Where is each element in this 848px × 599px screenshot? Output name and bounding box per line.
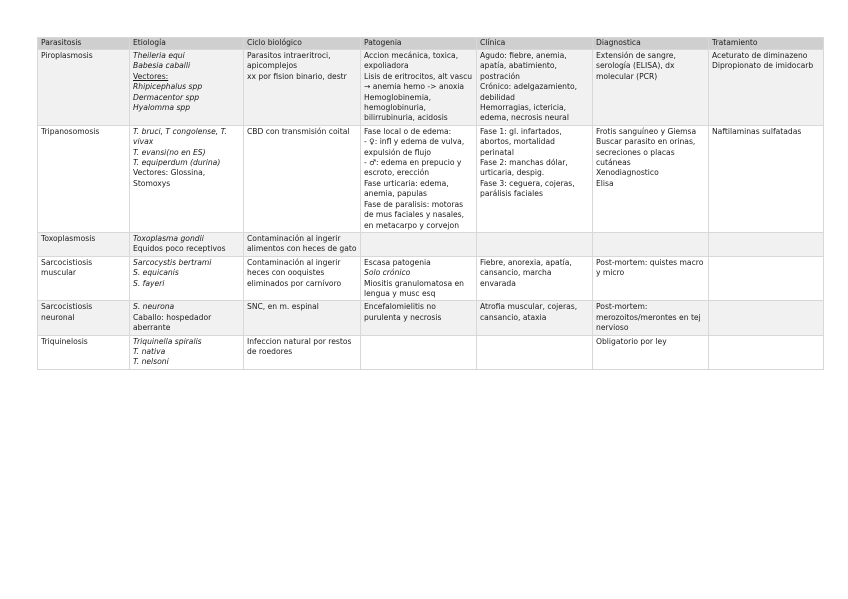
cell-line: Obligatorio por ley: [596, 336, 667, 346]
cell-line: Fase local o de edema:: [364, 126, 452, 136]
cell-line: Babesia caballi: [133, 61, 191, 71]
cell-ciclo: [244, 232, 361, 256]
cell-line: Fase urticaria: edema, anemia, papulas: [364, 178, 452, 199]
cell-etiologia: [130, 301, 244, 335]
cell-line: Rhipicephalus spp: [133, 82, 203, 92]
cell-line: xx por fision binario, destr: [247, 71, 347, 81]
cell-etiologia: [130, 125, 244, 232]
cell-line: Caballo: hospedador aberrante: [133, 312, 214, 333]
table-row: [38, 256, 824, 301]
cell-line: S. equicanis: [133, 268, 179, 278]
cell-line: Fiebre, anorexia, apatía, cansancio, marcha envarada: [480, 257, 575, 288]
cell-ciclo: [244, 256, 361, 301]
cell-line: Triquinelosis: [41, 336, 88, 346]
cell-ciclo: [244, 50, 361, 126]
cell-parasitosis: [38, 232, 130, 256]
cell-line: Lisis de eritrocitos, alt vascu → anemia hemo -> anoxia: [364, 71, 475, 92]
cell-line: Dermacentor spp: [133, 92, 200, 102]
cell-tratamiento: [709, 50, 824, 126]
cell-tratamiento: [709, 232, 824, 256]
header-clinica: Clínica: [477, 38, 593, 50]
table-row: [38, 50, 824, 126]
cell-patogenia: [361, 232, 477, 256]
cell-line: S. fayeri: [133, 278, 165, 288]
cell-line: Infeccion natural por restos de roedores: [247, 336, 354, 356]
cell-line: Fase 1: gl. infartados, abortos, mortalidad perinatal: [480, 126, 565, 157]
cell-patogenia: [361, 335, 477, 369]
cell-clinica: [477, 232, 593, 256]
cell-tratamiento: [709, 125, 824, 232]
header-row: [38, 38, 824, 50]
cell-line: Escasa patogenia: [364, 257, 431, 267]
parasitosis-table: [37, 37, 824, 370]
header-etiologia: Etiología: [130, 38, 244, 50]
cell-diagnostica: [593, 232, 709, 256]
cell-parasitosis: [38, 50, 130, 126]
cell-line: SNC, en m. espinal: [247, 302, 319, 312]
cell-tratamiento: [709, 256, 824, 301]
cell-line: Piroplasmosis: [41, 51, 93, 60]
header-ciclo: Ciclo biológico: [244, 38, 361, 50]
cell-tratamiento: [709, 301, 824, 335]
cell-line: Extensión de sangre, serología (ELISA), dx molecular (PCR): [596, 51, 679, 81]
cell-diagnostica: [593, 50, 709, 126]
cell-line: Crónico: adelgazamiento, debilidad: [480, 82, 580, 102]
cell-line: Fase de paralisis: motoras de mus faciales y nasales, en metacarpo y corvejon: [364, 199, 467, 230]
cell-line: Sarcocistiosis neuronal: [41, 302, 95, 322]
cell-diagnostica: [593, 256, 709, 301]
header-parasitosis: Parasitosis: [38, 38, 130, 50]
cell-line: Sarcocistiosis muscular: [41, 257, 95, 278]
cell-line: Dipropionato de imidocarb: [712, 61, 814, 71]
cell-patogenia: [361, 301, 477, 335]
cell-etiologia: [130, 256, 244, 301]
cell-line: Theileria equi: [133, 51, 185, 60]
cell-line: Frotis sanguíneo y Giemsa: [596, 126, 697, 136]
cell-line: T. nativa: [133, 346, 166, 356]
cell-diagnostica: [593, 301, 709, 335]
cell-parasitosis: [38, 335, 130, 369]
cell-line: Toxoplasma gondii: [133, 233, 204, 243]
cell-line: Contaminación al ingerir heces con ooquistes eliminados por carnívoro: [247, 257, 343, 288]
cell-line: T. bruci, T congolense, T. vivax: [133, 126, 230, 147]
cell-tratamiento: [709, 335, 824, 369]
cell-clinica: [477, 335, 593, 369]
cell-etiologia: [130, 232, 244, 256]
cell-line: Fase 2: manchas dólar, urticaria, despig.: [480, 158, 571, 178]
cell-line: Aceturato de diminazeno: [712, 51, 808, 60]
cell-ciclo: [244, 125, 361, 232]
table-row: [38, 232, 824, 256]
cell-line: Hemorragias, ictericia, edema, necrosis neural: [480, 103, 569, 123]
cell-line: Xenodiagnostico: [596, 168, 659, 178]
cell-patogenia: [361, 256, 477, 301]
table-row: [38, 125, 824, 232]
table-row: [38, 301, 824, 335]
cell-line: Triquinella spiralis: [133, 336, 202, 346]
cell-line: Agudo: fiebre, anemia, apatía, abatimiento, postración: [480, 51, 570, 81]
header-diagnostica: Diagnostica: [593, 38, 709, 50]
cell-line: T. evansi(no en ES): [133, 147, 206, 157]
cell-line: Miositis granulomatosa en lengua y musc esq: [364, 278, 467, 298]
cell-etiologia: [130, 50, 244, 126]
cell-line: Buscar parasito en orinas, secreciones o placas cutáneas: [596, 137, 698, 168]
cell-line: Sarcocystis bertrami: [133, 257, 212, 267]
cell-patogenia: [361, 50, 477, 126]
cell-line: Fase 3: ceguera, cojeras, parálisis faciales: [480, 178, 578, 199]
cell-diagnostica: [593, 125, 709, 232]
cell-etiologia: [130, 335, 244, 369]
cell-ciclo: [244, 335, 361, 369]
cell-line: Hemoglobinemia, hemoglobinuria, bilirrubinuria, acidosis: [364, 92, 448, 123]
cell-clinica: [477, 125, 593, 232]
cell-line: Solo crónico: [364, 268, 411, 278]
cell-line: S. neurona: [133, 302, 175, 312]
cell-clinica: [477, 50, 593, 126]
cell-line: T. nelsoni: [133, 357, 169, 367]
table-body: [38, 50, 824, 370]
cell-clinica: [477, 256, 593, 301]
cell-line: Parasitos intraeritroci, apicomplejos: [247, 51, 334, 71]
cell-diagnostica: [593, 335, 709, 369]
cell-line: - ♀: infl y edema de vulva, expulsión de flujo: [364, 137, 467, 157]
cell-line: Contaminación al ingerir alimentos con heces de gato: [247, 233, 357, 254]
cell-line: Equidos poco receptivos: [133, 244, 226, 254]
cell-parasitosis: [38, 301, 130, 335]
cell-line: Toxoplasmosis: [41, 233, 96, 243]
cell-line: Tripanosomosis: [41, 126, 100, 136]
cell-line: Post-mortem: quistes macro y micro: [596, 257, 706, 278]
cell-line: Naftilaminas sulfatadas: [712, 126, 802, 136]
cell-line: Atrofia muscular, cojeras, cansancio, ataxia: [480, 302, 580, 322]
cell-line: Accion mecánica, toxica, expoliadora: [364, 51, 461, 71]
cell-ciclo: [244, 301, 361, 335]
cell-line: T. equiperdum (durina): [133, 158, 221, 168]
cell-patogenia: [361, 125, 477, 232]
table-row: [38, 335, 824, 369]
cell-parasitosis: [38, 125, 130, 232]
cell-parasitosis: [38, 256, 130, 301]
cell-line: Post-mortem: merozoitos/merontes en tej nervioso: [596, 302, 704, 333]
cell-line: Encefalomielitis no purulenta y necrosis: [364, 302, 442, 322]
cell-clinica: [477, 301, 593, 335]
cell-line: Vectores: Glossina, Stomoxys: [133, 168, 208, 188]
cell-line: Hyalomma spp: [133, 103, 191, 113]
cell-line: - ♂: edema en prepucio y escroto, erección: [364, 158, 464, 178]
cell-line: CBD con transmisión coital: [247, 126, 350, 136]
cell-line: Elisa: [596, 178, 614, 188]
header-patogenia: Patogenia: [361, 38, 477, 50]
header-tratamiento: Tratamiento: [709, 38, 824, 50]
cell-line: Vectores:: [133, 71, 169, 81]
